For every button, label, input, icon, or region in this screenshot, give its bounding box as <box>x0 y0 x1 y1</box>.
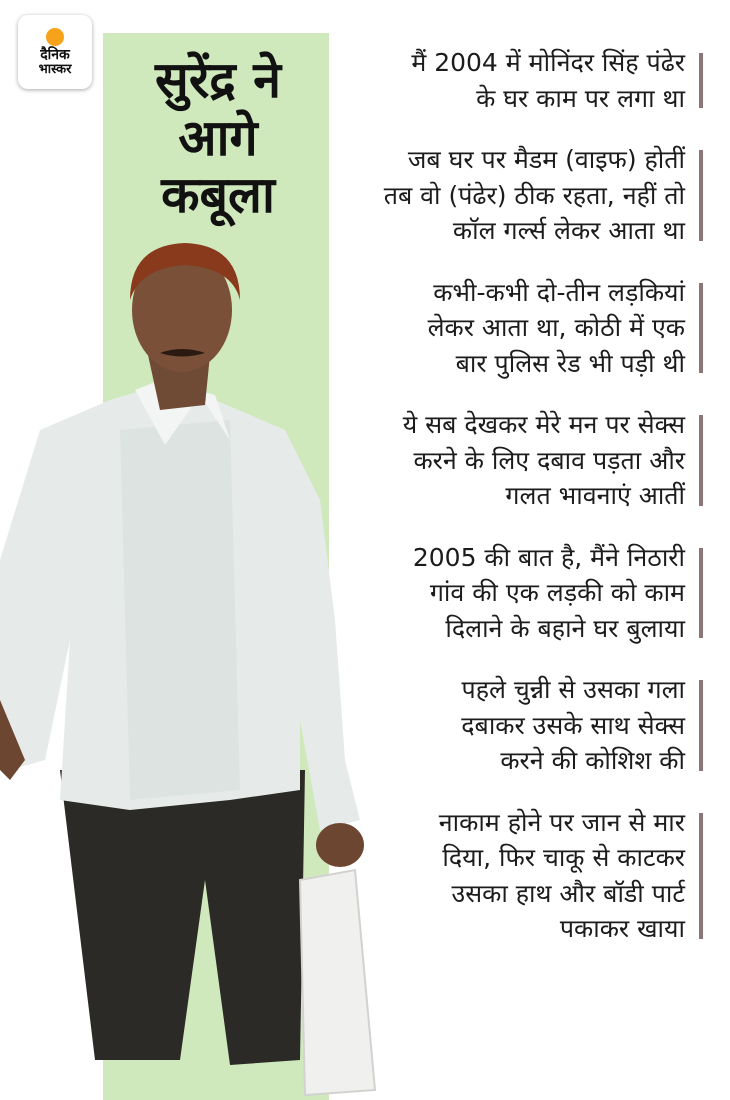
logo-text-line2: भास्कर <box>38 61 72 77</box>
point-line: मैं 2004 में मोनिंदर सिंह पंढेर <box>411 48 685 77</box>
point-line: उसका हाथ और बॉडी पार्ट <box>451 878 685 908</box>
logo-text-line1: दैनिक <box>40 46 70 63</box>
point-line: गलत भावनाएं आतीं <box>505 481 685 510</box>
confession-point <box>335 540 703 647</box>
confession-point <box>335 142 703 249</box>
point-line: दिलाने के बहाने घर बुलाया <box>445 613 685 643</box>
headline <box>118 52 318 225</box>
headline-line: सुरेंद्र ने <box>155 51 281 109</box>
point-line: नाकाम होने पर जान से मार <box>438 807 685 837</box>
headline-line: कबूला <box>161 166 275 224</box>
point-line: के घर काम पर लगा था <box>476 83 685 113</box>
point-line: ये सब देखकर मेरे मन पर सेक्स <box>402 410 685 439</box>
point-line: दबाकर उसके साथ सेक्स <box>461 710 685 740</box>
confession-points-list <box>335 45 703 973</box>
sun-icon <box>46 28 64 46</box>
point-line: लेकर आता था, कोठी में एक <box>427 313 685 342</box>
point-line: बार पुलिस रेड भी पड़ी थी <box>455 348 685 378</box>
confession-point <box>335 672 703 779</box>
point-line: जब घर पर मैडम (वाइफ) होतीं <box>407 145 685 174</box>
confession-point <box>335 805 703 947</box>
point-line: तब वो (पंढेर) ठीक रहता, नहीं तो <box>383 180 685 210</box>
point-line: करने की कोशिश की <box>500 746 685 775</box>
headline-line: आगे <box>178 108 258 167</box>
point-line: दिया, फिर चाकू से काटकर <box>442 843 685 872</box>
point-line: कभी-कभी दो-तीन लड़कियां <box>433 277 685 307</box>
point-line: 2005 की बात है, मैंने निठारी <box>412 542 685 572</box>
dainik-bhaskar-logo[interactable] <box>18 15 92 89</box>
point-line: पहले चुन्नी से उसका गला <box>461 675 685 704</box>
confession-point <box>335 275 703 382</box>
point-line: गांव की एक लड़की को काम <box>429 578 685 607</box>
confession-point <box>335 407 703 514</box>
point-line: करने के लिए दबाव पड़ता और <box>413 445 685 475</box>
confession-point <box>335 45 703 116</box>
point-line: पकाकर खाया <box>559 914 685 943</box>
point-line: कॉल गर्ल्स लेकर आता था <box>452 216 685 245</box>
